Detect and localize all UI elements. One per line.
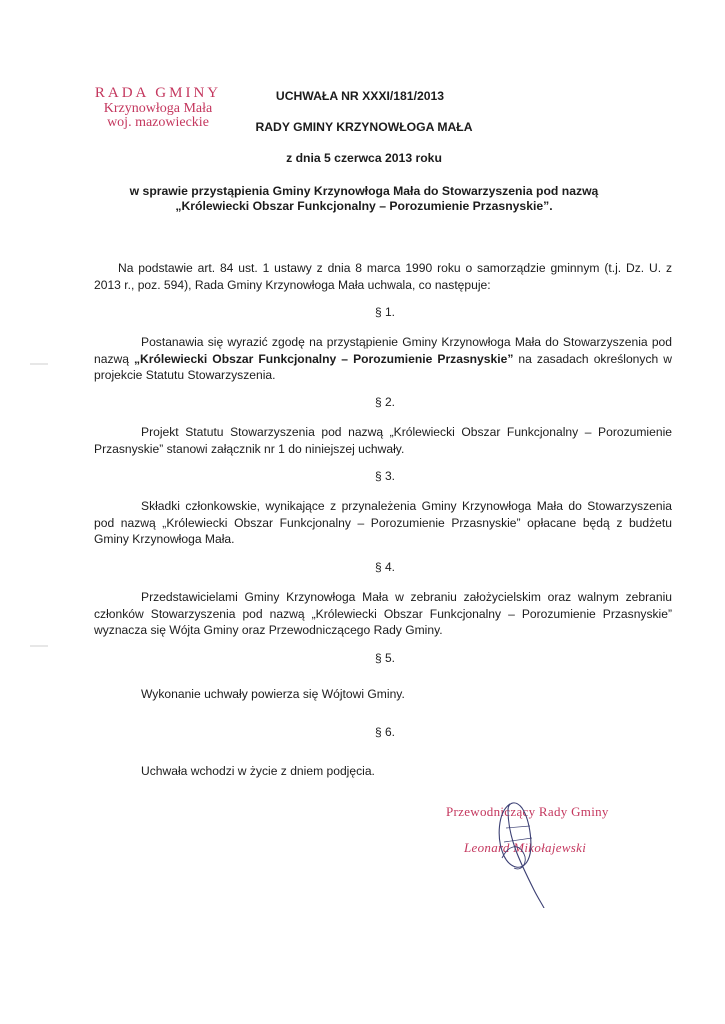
resolution-date: z dnia 5 czerwca 2013 roku — [286, 151, 442, 165]
section-1-text-a: Postanawia się wyrazić zgodę na przystąpienie Gminy Krzynowłoga Mała do Stowarzyszenia pod nazwą — [94, 335, 672, 366]
section-6-heading: § 6. — [374, 725, 395, 739]
stamp-line-2: Krzynowłoga Mała — [103, 100, 213, 116]
section-1-text-b: na zasadach określonych w projekcie Statutu Stowarzyszenia. — [94, 351, 672, 382]
section-5-text: Wykonanie uchwały powierza się Wójtowi Gminy. — [141, 687, 405, 701]
signature-stamp-title: Przewodniczący Rady Gminy — [446, 804, 609, 819]
preamble — [94, 260, 672, 293]
signature-stamp-name: Leonard Mikołajewski — [464, 840, 587, 855]
resolution-subject-line-2: „Królewiecki Obszar Funkcjonalny – Porozumienie Przasnyskie”. — [175, 199, 553, 213]
scan-mark-icon — [30, 362, 50, 366]
section-6-text: Uchwała wchodzi w życie z dniem podjęcia. — [141, 764, 375, 778]
section-2-text: Projekt Statutu Stowarzyszenia pod nazwą „Królewiecki Obszar Funkcjonalny – Porozumienie Przasnyskie” stanowi załącznik nr 1 do niniejszej uchwały. — [94, 425, 672, 456]
section-3-text: Składki członkowskie, wynikające z przynależenia Gminy Krzynowłoga Mała do Stowarzyszenia pod nazwą „Królewiecki Obszar Funkcjonalny – Porozumienie Przasnyskie” opłacane będą z budżetu Gminy Krzynowłoga Mała. — [94, 499, 672, 546]
scan-mark-icon — [30, 644, 50, 648]
section-4-body — [94, 589, 672, 639]
section-1-heading: § 1. — [374, 305, 395, 319]
section-3-body — [94, 498, 672, 548]
section-5-heading: § 5. — [374, 651, 395, 665]
handwritten-signature-icon — [438, 798, 638, 908]
preamble-text: Na podstawie art. 84 ust. 1 ustawy z dnia 8 marca 1990 roku o samorządzie gminnym (t.j. Dz. U. z 2013 r., poz. 594), Rada Gminy Krzynowłoga Mała uchwala, co następuje: — [94, 261, 672, 292]
stamp-line-3: woj. mazowieckie — [107, 115, 209, 131]
section-1-association-name: „Królewiecki Obszar Funkcjonalny – Porozumienie Przasnyskie” — [134, 351, 514, 366]
chairman-signature-stamp — [438, 798, 638, 908]
section-3-heading: § 3. — [374, 469, 395, 483]
section-6-body — [94, 763, 672, 780]
section-1-body — [94, 334, 672, 384]
section-2-heading: § 2. — [374, 395, 395, 409]
section-4-heading: § 4. — [374, 560, 395, 574]
resolution-subject-line-1: w sprawie przystąpienia Gminy Krzynowłoga Mała do Stowarzyszenia pod nazwą — [129, 184, 599, 198]
section-2-body — [94, 424, 672, 457]
section-5-body — [94, 686, 672, 703]
section-4-text: Przedstawicielami Gminy Krzynowłoga Mała w zebraniu założycielskim oraz walnym zebraniu członków Stowarzyszenia pod nazwą „Królewiecki Obszar Funkcjonalny – Porozumienie Przasnyskie” wyznacza się Wójta Gminy oraz Przewodniczącego Rady Gminy. — [94, 590, 672, 637]
stamp-line-1: RADA GMINY — [94, 85, 222, 101]
resolution-issuer: RADY GMINY KRZYNOWŁOGA MAŁA — [255, 120, 473, 134]
resolution-title: UCHWAŁA NR XXXI/181/2013 — [275, 89, 445, 103]
